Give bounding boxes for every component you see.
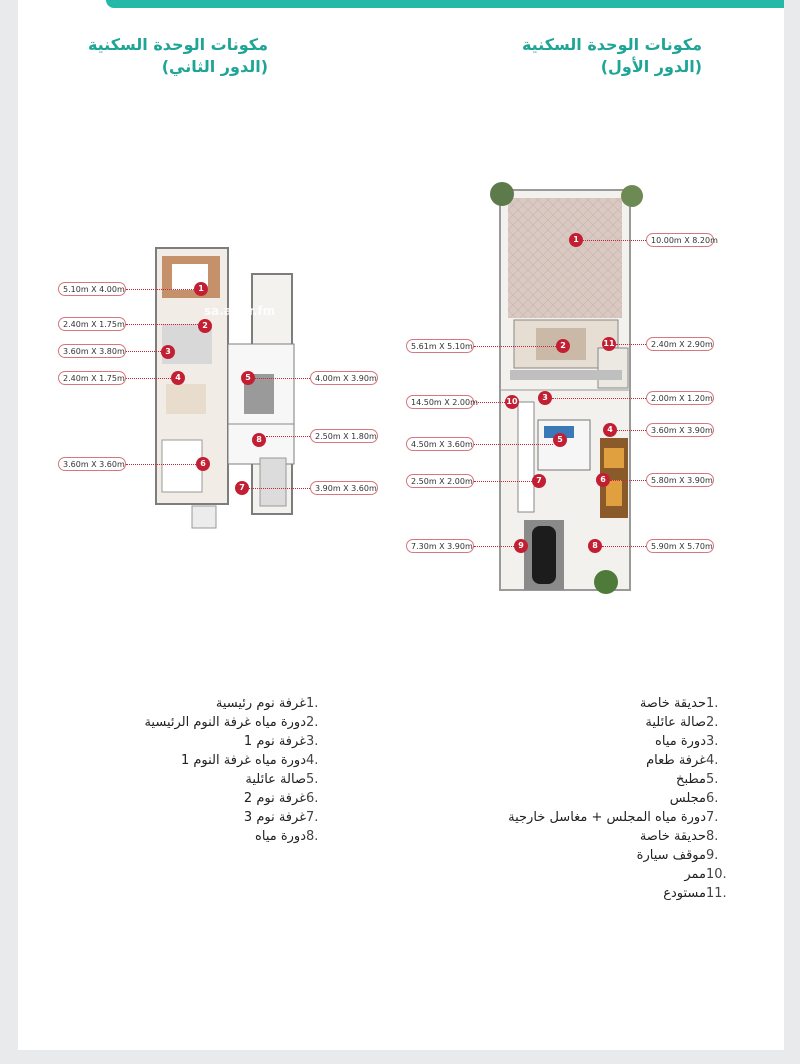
first-floor-leader-line: [583, 240, 646, 241]
legend-label: حديقة خاصة: [639, 829, 706, 844]
first-floor-room-marker: 2: [556, 339, 570, 353]
second-floor-dimension-tag: 3.60m X 3.80m: [58, 344, 126, 358]
second-floor-dimension-tag: 3.60m X 3.60m: [58, 457, 126, 471]
legend-label: مستودع: [663, 886, 706, 901]
first-floor-room-marker: 6: [596, 473, 610, 487]
first-floor-dimension-tag: 2.00m X 1.20m: [646, 391, 714, 405]
second-floor-legend-item: [144, 770, 328, 789]
first-floor-leader-line: [474, 546, 514, 547]
second-floor-room-marker: 7: [235, 481, 249, 495]
second-floor-leader-line: [126, 378, 171, 379]
first-floor-room-marker: 8: [588, 539, 602, 553]
tree-icon: [490, 182, 514, 206]
second-floor-dimension-tag: 5.10m X 4.00m: [58, 282, 126, 296]
legend-label: دورة مياه المجلس + مغاسل خارجية: [508, 810, 706, 825]
legend-number: 7.: [706, 810, 719, 825]
second-floor-legend: [144, 694, 328, 846]
second-floor-leader-line: [266, 436, 310, 437]
legend-number: 6.: [706, 791, 719, 806]
legend-label: غرفة طعام: [646, 753, 706, 768]
legend-number: 4.: [706, 753, 719, 768]
first-floor-room-marker: 1: [569, 233, 583, 247]
first-floor-room-marker: 11: [602, 337, 616, 351]
legend-label: صالة عائلية: [645, 715, 706, 730]
legend-label: مجلس: [669, 791, 706, 806]
page: [18, 0, 784, 1050]
second-floor-title: مكونات الوحدة السكنية: [87, 35, 268, 54]
first-floor-leader-line: [474, 346, 556, 347]
second-floor-room-marker: 8: [252, 433, 266, 447]
legend-number: 8.: [306, 829, 319, 844]
first-floor-legend-item: [508, 751, 728, 770]
second-floor-room-marker: 2: [198, 319, 212, 333]
second-floor-leader-line: [126, 464, 196, 465]
first-floor-dimension-tag: 4.50m X 3.60m: [406, 437, 474, 451]
second-floor-legend-item: [144, 808, 328, 827]
first-floor-dimension-tag: 2.50m X 2.00m: [406, 474, 474, 488]
first-floor-leader-line: [616, 344, 646, 345]
first-floor-leader-line: [617, 430, 646, 431]
watermark: sa.aqar.fm: [204, 304, 276, 318]
first-floor-room-marker: 10: [505, 395, 519, 409]
first-floor-room-marker: 4: [603, 423, 617, 437]
legend-number: 10.: [706, 867, 727, 882]
legend-label: غرفة نوم 2: [243, 791, 306, 806]
first-floor-dimension-tag: 14.50m X 2.00m: [406, 395, 474, 409]
second-floor-legend-item: [144, 732, 328, 751]
second-floor-leader-line: [255, 378, 310, 379]
legend-label: مطبخ: [676, 772, 706, 787]
second-floor-title-block: [28, 34, 268, 78]
tree-icon: [594, 570, 618, 594]
first-floor-leader-line: [602, 546, 646, 547]
first-floor-legend-item: [508, 827, 728, 846]
legend-number: 2.: [306, 715, 319, 730]
first-floor-legend: [508, 694, 728, 903]
first-floor-legend-item: [508, 770, 728, 789]
first-floor-dimension-tag: 10.00m X 8.20m: [646, 233, 714, 247]
legend-number: 1.: [706, 696, 719, 711]
second-floor-legend-item: [144, 827, 328, 846]
first-floor-legend-item: [508, 865, 728, 884]
first-floor-dimension-tag: 5.61m X 5.10m: [406, 339, 474, 353]
legend-label: غرفة نوم 1: [243, 734, 306, 749]
legend-number: 6.: [306, 791, 319, 806]
legend-label: دورة مياه غرفة النوم 1: [180, 753, 306, 768]
second-floor-dimension-tag: 2.40m X 1.75m: [58, 371, 126, 385]
first-floor-leader-line: [474, 481, 532, 482]
second-floor-leader-line: [249, 488, 310, 489]
second-floor-legend-item: [144, 789, 328, 808]
second-floor-legend-item: [144, 713, 328, 732]
legend-number: 11.: [706, 886, 727, 901]
legend-number: 2.: [706, 715, 719, 730]
legend-number: 3.: [306, 734, 319, 749]
legend-number: 9.: [706, 848, 719, 863]
first-floor-dimension-tag: 3.60m X 3.90m: [646, 423, 714, 437]
second-floor-room-marker: 5: [241, 371, 255, 385]
first-floor-legend-item: [508, 732, 728, 751]
second-floor-dimension-tag: 2.40m X 1.75m: [58, 317, 126, 331]
first-floor-subtitle: (الدور الأول): [600, 57, 702, 76]
legend-number: 4.: [306, 753, 319, 768]
legend-label: دورة مياه غرفة النوم الرئيسية: [144, 715, 306, 730]
legend-label: غرفة نوم 3: [243, 810, 306, 825]
first-floor-dimension-tag: 2.40m X 2.90m: [646, 337, 714, 351]
first-floor-legend-item: [508, 789, 728, 808]
second-floor-leader-line: [126, 289, 194, 290]
second-floor-leader-line: [126, 351, 161, 352]
legend-number: 1.: [306, 696, 319, 711]
first-floor-legend-item: [508, 694, 728, 713]
legend-number: 5.: [706, 772, 719, 787]
second-floor-subtitle: (الدور الثاني): [161, 57, 268, 76]
second-floor-room-marker: 3: [161, 345, 175, 359]
legend-number: 7.: [306, 810, 319, 825]
legend-number: 3.: [706, 734, 719, 749]
first-floor-room-marker: 7: [532, 474, 546, 488]
second-floor-legend-item: [144, 694, 328, 713]
legend-label: ممر: [684, 867, 706, 882]
second-floor-dimension-tag: 3.90m X 3.60m: [310, 481, 378, 495]
second-floor-room-marker: 1: [194, 282, 208, 296]
second-floor-room-marker: 4: [171, 371, 185, 385]
second-floor-leader-line: [126, 324, 198, 325]
first-floor-dimension-tag: 7.30m X 3.90m: [406, 539, 474, 553]
first-floor-legend-item: [508, 846, 728, 865]
tree-icon: [621, 185, 643, 207]
first-floor-legend-item: [508, 713, 728, 732]
legend-label: موقف سيارة: [636, 848, 706, 863]
legend-number: 8.: [706, 829, 719, 844]
first-floor-dimension-tag: 5.90m X 5.70m: [646, 539, 714, 553]
first-floor-room-marker: 3: [538, 391, 552, 405]
second-floor-plan: [152, 244, 302, 534]
legend-label: حديقة خاصة: [639, 696, 706, 711]
first-floor-leader-line: [552, 398, 646, 399]
second-floor-dimension-tag: 4.00m X 3.90m: [310, 371, 378, 385]
first-floor-legend-item: [508, 884, 728, 903]
first-floor-leader-line: [474, 402, 505, 403]
second-floor-legend-item: [144, 751, 328, 770]
first-floor-leader-line: [610, 480, 646, 481]
first-floor-room-marker: 9: [514, 539, 528, 553]
legend-label: صالة عائلية: [245, 772, 306, 787]
legend-label: دورة مياه: [655, 734, 706, 749]
first-floor-leader-line: [474, 444, 553, 445]
first-floor-legend-item: [508, 808, 728, 827]
legend-number: 5.: [306, 772, 319, 787]
legend-label: غرفة نوم رئيسية: [215, 696, 306, 711]
first-floor-dimension-tag: 5.80m X 3.90m: [646, 473, 714, 487]
first-floor-room-marker: 5: [553, 433, 567, 447]
first-floor-plan: [488, 180, 648, 600]
legend-label: دورة مياه: [255, 829, 306, 844]
first-floor-title: مكونات الوحدة السكنية: [521, 35, 702, 54]
second-floor-room-marker: 6: [196, 457, 210, 471]
header-banner: [106, 0, 784, 8]
second-floor-dimension-tag: 2.50m X 1.80m: [310, 429, 378, 443]
first-floor-title-block: [442, 34, 702, 78]
